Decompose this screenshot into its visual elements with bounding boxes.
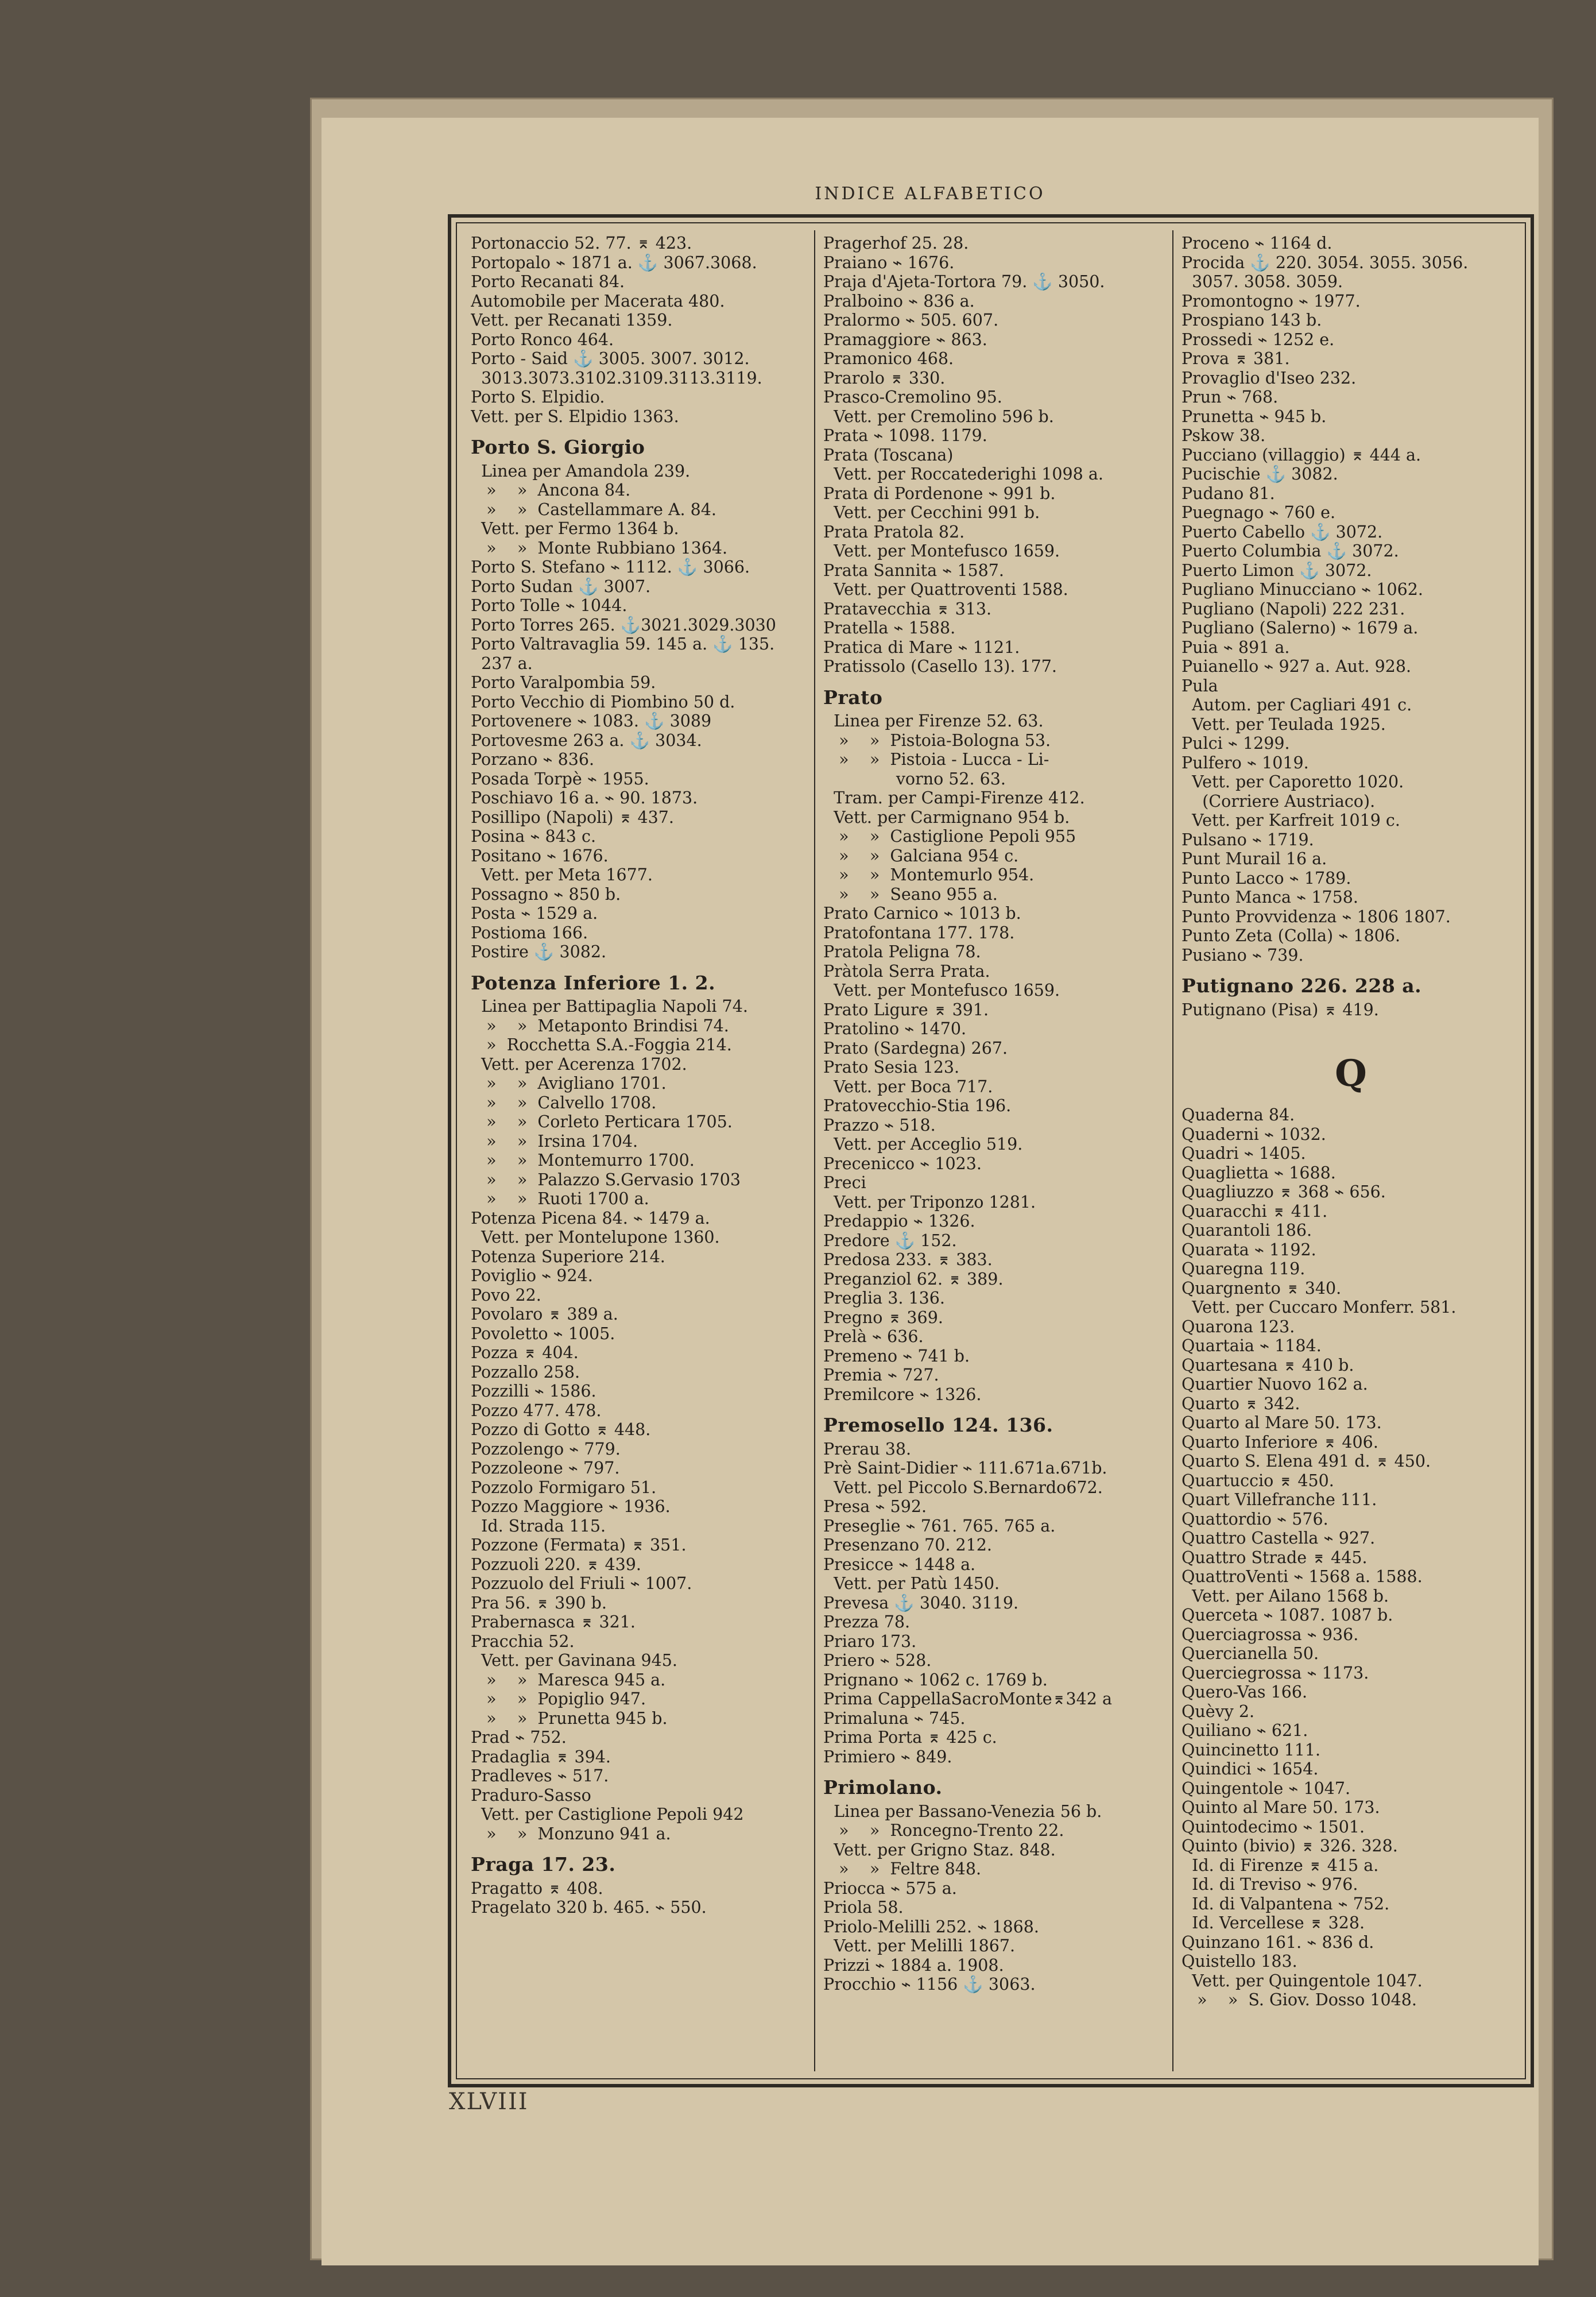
- index-column-2: [823, 234, 1168, 2070]
- index-column-3: [1181, 234, 1520, 2070]
- index-entry: Vett. per Melilli 1867.: [823, 1936, 1016, 1955]
- index-heading-entry: Prato: [823, 686, 883, 709]
- index-entry: Postioma 166.: [471, 923, 588, 942]
- index-entry: Vett. per Cremolino 596 b.: [823, 407, 1054, 426]
- index-entry: » » S. Giov. Dosso 1048.: [1181, 1990, 1417, 2009]
- index-entry: Porzano ⌁ 836.: [471, 750, 595, 769]
- index-entry: » » Feltre 848.: [823, 1859, 982, 1878]
- index-entry: Vett. per Roccatederighi 1098 a.: [823, 465, 1103, 484]
- index-entry: Puia ⌁ 891 a.: [1181, 637, 1290, 657]
- index-entry: Pozzoleone ⌁ 797.: [471, 1459, 620, 1478]
- index-entry: Pradleves ⌁ 517.: [471, 1766, 609, 1785]
- index-entry: Preglia 3. 136.: [823, 1289, 945, 1308]
- index-entry: Vett. per Ailano 1568 b.: [1181, 1586, 1389, 1606]
- index-entry: Pratissolo (Casello 13). 177.: [823, 657, 1057, 676]
- index-entry: Pramaggiore ⌁ 863.: [823, 330, 987, 349]
- index-entry: Pulfero ⌁ 1019.: [1181, 753, 1309, 772]
- index-entry: Primiero ⌁ 849.: [823, 1747, 952, 1766]
- index-entry: Portonaccio 52. 77. ⌆ 423.: [471, 234, 692, 253]
- index-entry: Prova ⌆ 381.: [1181, 349, 1290, 368]
- index-entry: Procchio ⌁ 1156 ⚓ 3063.: [823, 1975, 1036, 1994]
- index-entry: Pramonico 468.: [823, 349, 954, 368]
- index-entry: » » Pistoia - Lucca - Li-: [823, 750, 1049, 769]
- index-entry: Portopalo ⌁ 1871 a. ⚓ 3067.3068.: [471, 253, 757, 272]
- index-entry: Pulsano ⌁ 1719.: [1181, 830, 1314, 849]
- index-entry: » » Avigliano 1701.: [471, 1074, 667, 1093]
- index-entry: Quiliano ⌁ 621.: [1181, 1721, 1308, 1740]
- index-entry: Portovesme 263 a. ⚓ 3034.: [471, 730, 702, 750]
- index-entry: Preseglie ⌁ 761. 765. 765 a.: [823, 1516, 1056, 1536]
- index-entry: Pozzuoli 220. ⌆ 439.: [471, 1554, 641, 1574]
- index-heading-entry: Porto S. Giorgio: [471, 436, 645, 458]
- index-entry: » » Corleto Perticara 1705.: [471, 1112, 733, 1131]
- index-entry: Vett. per Montefusco 1659.: [823, 981, 1060, 1000]
- index-entry: Posillipo (Napoli) ⌆ 437.: [471, 807, 674, 827]
- index-entry: Querceta ⌁ 1087. 1087 b.: [1181, 1606, 1393, 1625]
- index-entry: Priaro 173.: [823, 1631, 917, 1651]
- index-entry: Pozzolengo ⌁ 779.: [471, 1439, 621, 1459]
- index-entry: Pozzolo Formigaro 51.: [471, 1478, 657, 1497]
- index-entry: Quargnento ⌆ 340.: [1181, 1278, 1342, 1298]
- index-entry: Querciagrossa ⌁ 936.: [1181, 1625, 1359, 1644]
- index-entry: » » Irsina 1704.: [471, 1131, 638, 1151]
- index-entry: Pugliano (Napoli) 222 231.: [1181, 599, 1405, 618]
- index-entry: Pozzuolo del Friuli ⌁ 1007.: [471, 1574, 692, 1593]
- index-entry: Provaglio d'Iseo 232.: [1181, 368, 1357, 388]
- index-entry: » » Montemurlo 954.: [823, 865, 1035, 884]
- index-entry: Prabernasca ⌆ 321.: [471, 1612, 636, 1631]
- index-entry: Linea per Amandola 239.: [471, 461, 691, 481]
- index-entry: Id. Strada 115.: [471, 1516, 606, 1536]
- index-entry: Pratica di Mare ⌁ 1121.: [823, 637, 1020, 657]
- index-entry: Porto Torres 265. ⚓3021.3029.3030: [471, 615, 776, 635]
- index-entry: Vett. per Quingentole 1047.: [1181, 1971, 1423, 1990]
- index-entry: Linea per Battipaglia Napoli 74.: [471, 997, 748, 1016]
- index-entry: Postire ⚓ 3082.: [471, 942, 607, 961]
- index-entry: Pozza ⌆ 404.: [471, 1343, 579, 1362]
- index-entry: Prignano ⌁ 1062 c. 1769 b.: [823, 1670, 1048, 1689]
- index-entry: Id. di Firenze ⌆ 415 a.: [1181, 1855, 1379, 1875]
- index-entry: Quercianella 50.: [1181, 1644, 1319, 1663]
- index-entry: Quarto Inferiore ⌆ 406.: [1181, 1432, 1378, 1452]
- index-entry: Prata Pratola 82.: [823, 522, 965, 542]
- column-divider: [1172, 230, 1173, 2071]
- index-entry: Pulci ⌁ 1299.: [1181, 734, 1290, 753]
- index-entry: Porto Vecchio di Piombino 50 d.: [471, 692, 735, 711]
- index-entry: » Rocchetta S.A.-Foggia 214.: [471, 1035, 732, 1054]
- index-entry: Precenicco ⌁ 1023.: [823, 1154, 982, 1173]
- index-entry: Pudano 81.: [1181, 484, 1275, 503]
- index-entry: Quaglietta ⌁ 1688.: [1181, 1163, 1336, 1182]
- column-divider: [814, 230, 815, 2071]
- index-entry: Quindici ⌁ 1654.: [1181, 1760, 1319, 1778]
- index-frame-inner: [456, 222, 1526, 2079]
- index-entry: QuattroVenti ⌁ 1568 a. 1588.: [1181, 1567, 1423, 1586]
- index-entry: Pratofontana 177. 178.: [823, 923, 1015, 942]
- index-entry: Vett. per Castiglione Pepoli 942: [471, 1805, 744, 1824]
- index-entry: Vett. per S. Elpidio 1363.: [471, 407, 679, 426]
- index-entry: Pralboino ⌁ 836 a.: [823, 291, 975, 311]
- index-entry: Vett. per Grigno Staz. 848.: [823, 1840, 1056, 1859]
- index-entry: Puerto Limon ⚓ 3072.: [1181, 560, 1372, 580]
- index-entry: Pràtola Serra Prata.: [823, 961, 990, 981]
- index-entry: Linea per Firenze 52. 63.: [823, 711, 1044, 730]
- index-entry: Prerau 38.: [823, 1439, 912, 1459]
- index-entry: Priolo-Melilli 252. ⌁ 1868.: [823, 1917, 1039, 1936]
- index-entry: Prata (Toscana): [823, 445, 954, 465]
- index-heading-entry: Primolano.: [823, 1776, 943, 1799]
- index-heading-entry: Praga 17. 23.: [471, 1853, 616, 1876]
- index-entry: Quingentole ⌁ 1047.: [1181, 1778, 1351, 1798]
- index-entry: Prad ⌁ 752.: [471, 1728, 567, 1747]
- index-entry: Poviglio ⌁ 924.: [471, 1266, 593, 1285]
- index-entry: Porto Sudan ⚓ 3007.: [471, 577, 651, 596]
- index-entry: » » Popiglio 947.: [471, 1689, 646, 1708]
- index-entry: Quattro Castella ⌁ 927.: [1181, 1529, 1376, 1548]
- index-entry: » » Metaponto Brindisi 74.: [471, 1016, 729, 1035]
- index-entry: Puerto Cabello ⚓ 3072.: [1181, 522, 1383, 542]
- index-entry: Poschiavo 16 a. ⌁ 90. 1873.: [471, 788, 698, 807]
- index-entry: Pozzo di Gotto ⌆ 448.: [471, 1420, 651, 1439]
- index-entry: Pozzone (Fermata) ⌆ 351.: [471, 1536, 687, 1554]
- index-entry: vorno 52. 63.: [823, 769, 1006, 788]
- index-entry: Pratella ⌁ 1588.: [823, 618, 956, 637]
- index-entry: Prossedi ⌁ 1252 e.: [1181, 330, 1335, 349]
- index-entry: Vett. per Karfreit 1019 c.: [1181, 811, 1400, 830]
- index-entry: Quaracchi ⌆ 411.: [1181, 1201, 1328, 1221]
- index-entry: Vett. per Acerenza 1702.: [471, 1054, 687, 1074]
- index-entry: Punt Murail 16 a.: [1181, 849, 1327, 868]
- index-entry: Potenza Superiore 214.: [471, 1247, 665, 1266]
- index-entry: Prata Sannita ⌁ 1587.: [823, 560, 1004, 580]
- index-entry: Vett. per Teulada 1925.: [1181, 714, 1386, 734]
- index-entry: Pozzo 477. 478.: [471, 1401, 602, 1420]
- index-entry: » » Seano 955 a.: [823, 884, 998, 904]
- index-entry: Vett. per Boca 717.: [823, 1077, 993, 1096]
- index-entry: Predappio ⌁ 1326.: [823, 1212, 975, 1231]
- section-letter: Q: [1335, 1052, 1367, 1095]
- index-entry: Vett. per Patù 1450.: [823, 1574, 1000, 1593]
- index-entry: Punto Lacco ⌁ 1789.: [1181, 868, 1351, 888]
- index-entry: Potenza Picena 84. ⌁ 1479 a.: [471, 1208, 710, 1228]
- index-entry: Punto Provvidenza ⌁ 1806 1807.: [1181, 907, 1451, 926]
- index-entry: Prasco-Cremolino 95.: [823, 388, 1002, 407]
- index-entry: Promontogno ⌁ 1977.: [1181, 291, 1361, 311]
- index-entry: Posina ⌁ 843 c.: [471, 827, 596, 846]
- index-entry: Porto - Said ⚓ 3005. 3007. 3012.: [471, 349, 750, 368]
- index-entry: Pucischie ⚓ 3082.: [1181, 465, 1338, 484]
- index-entry: Prè Saint-Didier ⌁ 111.671a.671b.: [823, 1459, 1107, 1478]
- index-entry: Punto Manca ⌁ 1758.: [1181, 888, 1358, 907]
- index-heading-entry: Putignano 226. 228 a.: [1181, 975, 1422, 997]
- index-entry: Priocca ⌁ 575 a.: [823, 1878, 957, 1898]
- index-entry: Automobile per Macerata 480.: [471, 291, 725, 311]
- index-entry: Quart Villefranche 111.: [1181, 1490, 1377, 1509]
- index-entry: 3057. 3058. 3059.: [1181, 272, 1343, 291]
- page-number: XLVIII: [449, 2089, 529, 2115]
- index-entry: Puegnago ⌁ 760 e.: [1181, 503, 1336, 522]
- index-entry: Preganziol 62. ⌆ 389.: [823, 1269, 1004, 1289]
- index-entry: Quinzano 161. ⌁ 836 d.: [1181, 1932, 1374, 1952]
- index-entry: » » Ruoti 1700 a.: [471, 1189, 649, 1208]
- index-entry: Pozzilli ⌁ 1586.: [471, 1382, 596, 1401]
- index-entry: Vett. per Montelupone 1360.: [471, 1228, 720, 1247]
- index-entry: » » Calvello 1708.: [471, 1093, 657, 1112]
- index-entry: » » Galciana 954 c.: [823, 846, 1019, 865]
- index-entry: Presicce ⌁ 1448 a.: [823, 1554, 976, 1574]
- index-entry: » » Castiglione Pepoli 955: [823, 827, 1076, 846]
- index-entry: Prunetta ⌁ 945 b.: [1181, 407, 1327, 426]
- index-entry: Positano ⌁ 1676.: [471, 846, 609, 865]
- index-entry: Quaderna 84.: [1181, 1105, 1295, 1124]
- index-entry: Pregno ⌆ 369.: [823, 1308, 943, 1327]
- index-entry: Povoletto ⌁ 1005.: [471, 1324, 615, 1343]
- index-entry: Vett. per Quattroventi 1588.: [823, 580, 1068, 599]
- index-entry: Quartaia ⌁ 1184.: [1181, 1336, 1322, 1355]
- index-entry: Pusiano ⌁ 739.: [1181, 945, 1304, 965]
- index-entry: Id. di Treviso ⌁ 976.: [1181, 1875, 1358, 1894]
- index-entry: Povo 22.: [471, 1285, 541, 1305]
- index-entry: Pugliano Minucciano ⌁ 1062.: [1181, 580, 1423, 599]
- page-heading: INDICE ALFABETICO: [815, 184, 1045, 204]
- index-entry: Procida ⚓ 220. 3054. 3055. 3056.: [1181, 253, 1469, 272]
- index-entry: Pucciano (villaggio) ⌆ 444 a.: [1181, 445, 1421, 465]
- index-entry: Vett. per Gavinana 945.: [471, 1651, 677, 1670]
- index-entry: Quèvy 2.: [1181, 1702, 1255, 1721]
- index-entry: » » Monzuno 941 a.: [471, 1824, 671, 1843]
- index-entry: Prata ⌁ 1098. 1179.: [823, 426, 987, 445]
- index-frame: [448, 214, 1534, 2087]
- index-entry: Povolaro ⌆ 389 a.: [471, 1305, 618, 1324]
- index-entry: Vett. per Cecchini 991 b.: [823, 503, 1040, 522]
- index-entry: Quarantoli 186.: [1181, 1221, 1312, 1240]
- index-entry: Prato Carnico ⌁ 1013 b.: [823, 904, 1021, 923]
- index-entry: Prata di Pordenone ⌁ 991 b.: [823, 484, 1056, 503]
- index-entry: Vett. per Montefusco 1659.: [823, 542, 1060, 560]
- index-entry: Quinto (bivio) ⌆ 326. 328.: [1181, 1836, 1398, 1855]
- index-entry: Querciegrossa ⌁ 1173.: [1181, 1663, 1369, 1683]
- index-entry: Putignano (Pisa) ⌆ 419.: [1181, 1000, 1379, 1019]
- index-entry: 3013.3073.3102.3109.3113.3119.: [471, 368, 762, 388]
- index-entry: Porto Ronco 464.: [471, 330, 614, 349]
- index-entry: Autom. per Cagliari 491 c.: [1181, 695, 1412, 714]
- index-entry: Pragelato 320 b. 465. ⌁ 550.: [471, 1898, 707, 1917]
- index-entry: Preci: [823, 1173, 866, 1192]
- index-entry: Pula: [1181, 676, 1218, 695]
- index-entry: Primaluna ⌁ 745.: [823, 1708, 966, 1728]
- index-entry: Pradaglia ⌆ 394.: [471, 1747, 611, 1766]
- index-entry: Predore ⚓ 152.: [823, 1231, 957, 1250]
- index-entry: Quarto ⌆ 342.: [1181, 1394, 1300, 1413]
- index-entry: Pratavecchia ⌆ 313.: [823, 599, 992, 618]
- index-entry: Id. Vercellese ⌆ 328.: [1181, 1913, 1365, 1932]
- index-entry: Vett. pel Piccolo S.Bernardo672.: [823, 1478, 1103, 1497]
- index-entry: Quagliuzzo ⌆ 368 ⌁ 656.: [1181, 1182, 1386, 1201]
- index-entry: Quincinetto 111.: [1181, 1740, 1321, 1760]
- index-entry: Quartuccio ⌆ 450.: [1181, 1471, 1334, 1490]
- index-entry: Quinto al Mare 50. 173.: [1181, 1798, 1380, 1817]
- index-entry: Quattordio ⌁ 576.: [1181, 1509, 1328, 1529]
- index-entry: Praiano ⌁ 1676.: [823, 253, 955, 272]
- index-entry: Posada Torpè ⌁ 1955.: [471, 769, 649, 788]
- index-entry: Prazzo ⌁ 518.: [823, 1115, 936, 1135]
- index-entry: Quarto al Mare 50. 173.: [1181, 1413, 1382, 1432]
- index-entry: Priero ⌁ 528.: [823, 1651, 932, 1670]
- index-entry: Id. di Valpantena ⌁ 752.: [1181, 1894, 1390, 1913]
- index-entry: Premia ⌁ 727.: [823, 1366, 939, 1385]
- index-entry: Prospiano 143 b.: [1181, 311, 1322, 330]
- index-entry: Premilcore ⌁ 1326.: [823, 1385, 982, 1404]
- index-entry: Pracchia 52.: [471, 1631, 575, 1651]
- index-entry: Vett. per Triponzo 1281.: [823, 1192, 1036, 1212]
- index-entry: Quistello 183.: [1181, 1952, 1297, 1971]
- index-entry: Punto Zeta (Colla) ⌁ 1806.: [1181, 926, 1401, 945]
- index-entry: Pra 56. ⌆ 390 b.: [471, 1593, 607, 1612]
- index-entry: Prato (Sardegna) 267.: [823, 1038, 1008, 1058]
- index-entry: Quintodecimo ⌁ 1501.: [1181, 1817, 1365, 1836]
- index-entry: Portovenere ⌁ 1083. ⚓ 3089: [471, 711, 712, 730]
- index-entry: » » Monte Rubbiano 1364.: [471, 538, 728, 558]
- index-entry: Pralormo ⌁ 505. 607.: [823, 311, 999, 330]
- index-entry: Porto S. Stefano ⌁ 1112. ⚓ 3066.: [471, 558, 750, 577]
- index-entry: Prima CappellaSacroMonte⌆342 a: [823, 1689, 1112, 1708]
- index-entry: Quarata ⌁ 1192.: [1181, 1240, 1316, 1259]
- index-page: [321, 118, 1539, 2265]
- index-entry: 237 a.: [471, 653, 533, 673]
- index-entry: Linea per Bassano-Venezia 56 b.: [823, 1801, 1102, 1821]
- index-entry: Quaregna 119.: [1181, 1259, 1306, 1278]
- index-entry: Porto Recanati 84.: [471, 272, 625, 291]
- index-entry: Porto Varalpombia 59.: [471, 673, 656, 692]
- index-entry: Presa ⌁ 592.: [823, 1497, 927, 1516]
- index-entry: » » Pistoia-Bologna 53.: [823, 730, 1051, 750]
- index-entry: Pratolino ⌁ 1470.: [823, 1019, 967, 1038]
- index-entry: Vett. per Carmignano 954 b.: [823, 807, 1070, 827]
- index-entry: Pozzo Maggiore ⌁ 1936.: [471, 1497, 671, 1516]
- index-entry: » » Ancona 84.: [471, 481, 631, 500]
- index-entry: Prato Sesia 123.: [823, 1058, 960, 1077]
- index-entry: Priola 58.: [823, 1898, 904, 1917]
- index-entry: Porto Valtravaglia 59. 145 a. ⚓ 135.: [471, 635, 775, 653]
- index-entry: Pskow 38.: [1181, 426, 1266, 445]
- index-heading-entry: Potenza Inferiore 1. 2.: [471, 971, 716, 994]
- index-entry: Pratola Peligna 78.: [823, 942, 981, 961]
- index-entry: Pozzallo 258.: [471, 1362, 580, 1382]
- index-entry: Vett. per Fermo 1364 b.: [471, 519, 679, 538]
- index-entry: Prima Porta ⌆ 425 c.: [823, 1728, 997, 1747]
- index-entry: Pratovecchio-Stia 196.: [823, 1096, 1012, 1115]
- index-entry: Prevesa ⚓ 3040. 3119.: [823, 1593, 1019, 1612]
- index-entry: » » Castellammare A. 84.: [471, 500, 716, 519]
- index-entry: Presenzano 70. 212.: [823, 1536, 992, 1554]
- index-entry: Premeno ⌁ 741 b.: [823, 1346, 970, 1366]
- index-entry: Vett. per Caporetto 1020.: [1181, 772, 1404, 791]
- index-entry: Praja d'Ajeta-Tortora 79. ⚓ 3050.: [823, 272, 1105, 291]
- index-entry: Quero-Vas 166.: [1181, 1683, 1308, 1702]
- index-entry: Vett. per Meta 1677.: [471, 865, 653, 884]
- index-entry: Pugliano (Salerno) ⌁ 1679 a.: [1181, 618, 1419, 637]
- index-entry: Quarona 123.: [1181, 1317, 1295, 1336]
- index-entry: Quaderni ⌁ 1032.: [1181, 1124, 1326, 1144]
- index-entry: Proceno ⌁ 1164 d.: [1181, 234, 1332, 253]
- index-entry: Prun ⌁ 768.: [1181, 388, 1279, 407]
- index-heading-entry: Premosello 124. 136.: [823, 1414, 1053, 1436]
- index-entry: Quattro Strade ⌆ 445.: [1181, 1548, 1368, 1567]
- index-entry: Quartesana ⌆ 410 b.: [1181, 1355, 1354, 1375]
- index-entry: Prezza 78.: [823, 1612, 911, 1631]
- index-entry: » » Roncegno-Trento 22.: [823, 1821, 1064, 1840]
- index-entry: » » Maresca 945 a.: [471, 1670, 666, 1689]
- index-entry: Puianello ⌁ 927 a. Aut. 928.: [1181, 657, 1412, 676]
- index-entry: Prato Ligure ⌆ 391.: [823, 1000, 989, 1019]
- index-entry: Pragatto ⌆ 408.: [471, 1878, 603, 1898]
- index-entry: Praduro-Sasso: [471, 1785, 591, 1805]
- index-entry: Pragerhof 25. 28.: [823, 234, 969, 253]
- index-entry: Possagno ⌁ 850 b.: [471, 884, 621, 904]
- index-entry: Quartier Nuovo 162 a.: [1181, 1375, 1368, 1394]
- index-entry: Porto S. Elpidio.: [471, 388, 605, 407]
- index-entry: Vett. per Cuccaro Monferr. 581.: [1181, 1298, 1456, 1317]
- index-entry: (Corriere Austriaco).: [1181, 791, 1376, 811]
- index-entry: » » Montemurro 1700.: [471, 1151, 695, 1170]
- index-entry: Prizzi ⌁ 1884 a. 1908.: [823, 1955, 1004, 1975]
- index-entry: Quarto S. Elena 491 d. ⌆ 450.: [1181, 1452, 1431, 1471]
- index-entry: Puerto Columbia ⚓ 3072.: [1181, 542, 1399, 560]
- index-entry: Posta ⌁ 1529 a.: [471, 904, 598, 923]
- index-entry: Tram. per Campi-Firenze 412.: [823, 788, 1085, 807]
- index-column-1: [471, 234, 809, 2070]
- index-entry: Prarolo ⌆ 330.: [823, 368, 946, 388]
- index-entry: Predosa 233. ⌆ 383.: [823, 1250, 993, 1269]
- index-entry: Porto Tolle ⌁ 1044.: [471, 596, 627, 615]
- index-entry: Quadri ⌁ 1405.: [1181, 1144, 1306, 1163]
- index-entry: » » Prunetta 945 b.: [471, 1708, 668, 1728]
- index-entry: » » Palazzo S.Gervasio 1703: [471, 1170, 741, 1189]
- index-entry: Vett. per Acceglio 519.: [823, 1135, 1023, 1154]
- index-entry: Vett. per Recanati 1359.: [471, 311, 673, 330]
- index-entry: Prelà ⌁ 636.: [823, 1327, 924, 1346]
